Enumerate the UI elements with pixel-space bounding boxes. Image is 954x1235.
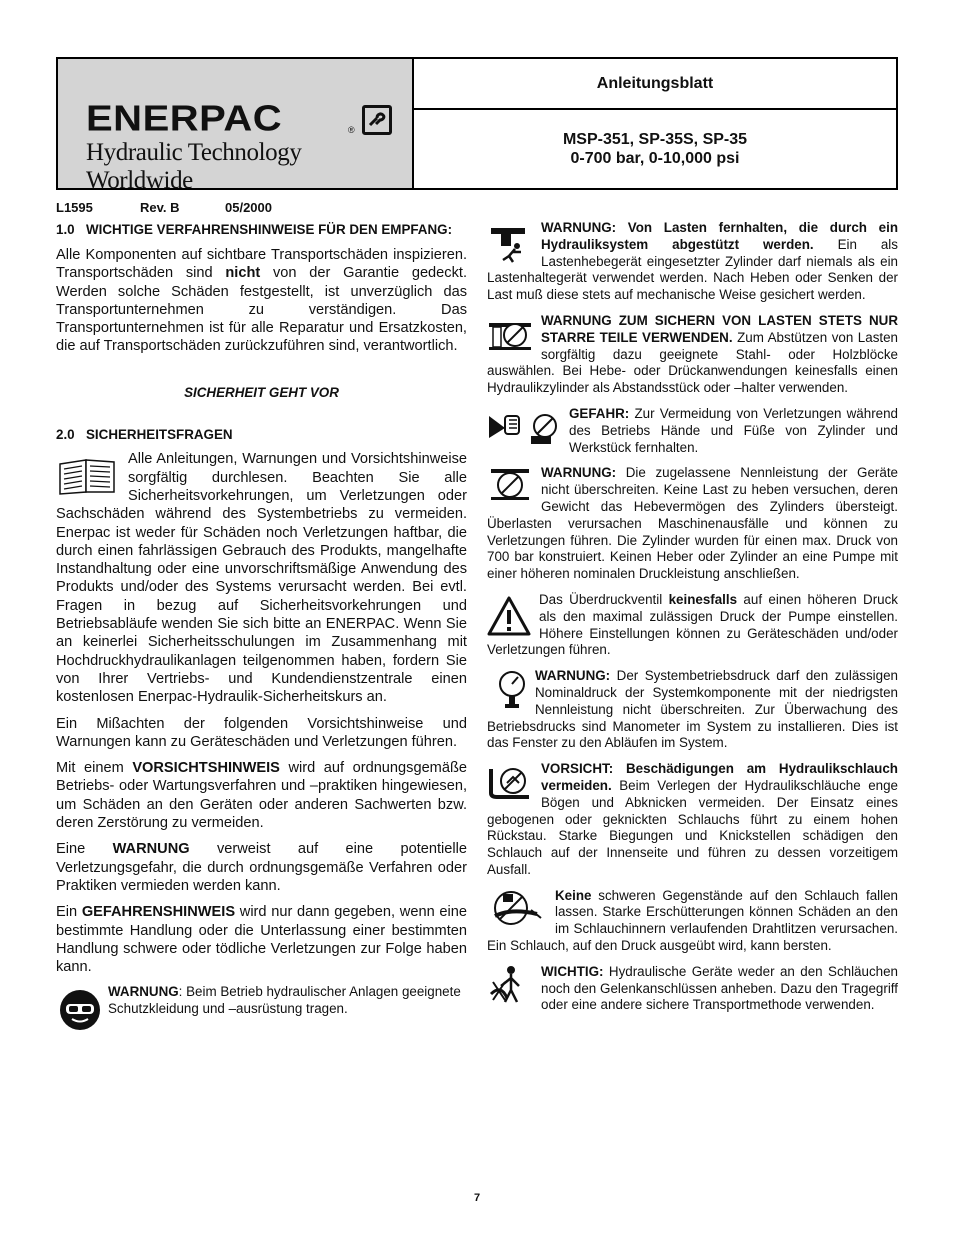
- warning-rigid-parts: WARNUNG ZUM SICHERN VON LASTEN STETS NUR STARRE TEILE VERWENDEN. Zum Abstützen von Lasten sorgfältig dazu geeignete Stahl- oder Holzblöcke auswählen. Bei Hebe- oder Drückanwendungen keinesfalls einen Hydraulikzylinder als Abstandsstück oder –halter verwenden.: [487, 312, 898, 396]
- section-2-heading: 2.0 SICHERHEITSFRAGEN: [56, 427, 233, 443]
- safety-first-heading: SICHERHEIT GEHT VOR: [184, 384, 339, 400]
- safety-goggles-icon: [58, 988, 102, 1032]
- right-column: [487, 220, 898, 1023]
- kinked-hose-icon: [487, 765, 533, 799]
- important-no-lift-by-hose: WICHTIG: Hydraulische Geräte weder an den Schläuchen noch den Gelenkanschlüssen anheben. Dazu den Tragegriff oder eine andere sichere Transportmethode verwenden.: [487, 964, 898, 1014]
- hose-impact-icon: [487, 888, 545, 928]
- enerpac-mark-icon: [362, 105, 392, 135]
- caution-hose-damage: VORSICHT: Beschädigungen am Hydraulikschlauch vermeiden. Beim Verlegen der Hydraulikschläuche enge Bögen und Abknicken vermeiden. Der Einsatz eines gebogenen oder geknickten Schlauchs führt zu einem hohen Rückstau. Starke Biegungen und Knickstellen schädigen den Schlauch auf der Innenseite und führen zu dessen vorzeitigem Ausfall.: [487, 761, 898, 877]
- brand-tagline: Hydraulic Technology Worldwide: [86, 139, 302, 194]
- doc-title: Anleitungsblatt: [414, 59, 896, 110]
- page-number: 7: [473, 1192, 481, 1204]
- overload-icon: [487, 467, 533, 501]
- doc-code: L1595: [56, 200, 93, 215]
- header-box: [56, 57, 898, 194]
- brand-logo: ENERPAC: [86, 99, 283, 139]
- falling-load-person-icon: [487, 226, 533, 264]
- pressure-gauge-icon: [497, 670, 527, 710]
- section-2-paragraph-3: Mit einem VORSICHTSHINWEIS wird auf ordnungsgemäße Betriebs- oder Wartungsverfahren und –praktiken hingewiesen, um Schäden an den Geräten oder anderen Sachwerten bzw. deren Zerstörung zu vermeiden.: [56, 760, 467, 832]
- doc-date: 05/2000: [225, 200, 272, 215]
- no-heavy-objects-on-hose: Keine schweren Gegenstände auf den Schlauch fallen lassen. Starke Erschütterungen können Schäden an den im Schlauchinnern verlaufenden Drahtlitzen verursachen. Ein Schlauch, auf den Druck ausgeübt wird, kann bersten.: [487, 887, 898, 954]
- no-lift-by-hose-icon: [487, 964, 533, 1006]
- danger-hands-feet: GEFAHR: Zur Vermeidung von Verletzungen während des Betriebs Hände und Füße von Zylinder und Werkstück fernhalten.: [487, 406, 898, 456]
- section-2-paragraph-5: Ein GEFAHRENSHINWEIS wird nur dann gegeben, wenn eine bestimmte Handlung oder die Unterlassung einer bestimmten Handlung schwere oder tödliche Verletzungen zur Folge haben kann.: [56, 904, 467, 976]
- model-info: [414, 110, 896, 188]
- logo-panel: [58, 59, 414, 194]
- warning-system-pressure: WARNUNG: Der Systembetriebsdruck darf den zulässigen Nominaldruck der Systemkomponente mit der niedrigsten Nennleistung nicht überschreiten. Zur Überwachung des Betriebsdrucks sind Manometer im System zu installieren. Dies ist das Fenster zu den Abläufen im System.: [487, 668, 898, 751]
- section-2-paragraph-1: Alle Anleitungen, Warnungen und Vorsichtshinweise sorgfältig durchlesen. Beachten Sie alle Sicherheitsvorkehrungen, um Verletzungen oder Sachschäden während des Systembetriebs zu vermeiden. Enerpac ist weder für Schäden noch Verletzungen haftbar, die durch einen fahrlässigen Gebrauch des Produkts, mangelhafte Instandhaltung oder eine unvorschriftsmäßige Anwendung des Produkts und/oder des Systems verursacht werden. Bei evtl. Fragen in bezug auf Sicherheitsvorkehrungen und Betriebsabläufe wenden Sie sich bitte an ENERPAC. Wenn Sie an keinerlei Sicherheitsschulungen im Zusammenhang mit Hochdruckhydraulikanlagen teilgenommen haben, fordern Sie von Ihrer Vertriebs- und Kundendienstzentrale einen kostenlosen Enerpac-Hydraulik-Sicherheitskurs an.: [56, 451, 467, 706]
- model-line-2: 0-700 bar, 0-10,000 psi: [570, 150, 740, 167]
- left-column: [56, 220, 467, 1032]
- section-2-paragraph-2: Ein Mißachten der folgenden Vorsichtshinweise und Warnungen kann zu Geräteschäden und Verletzungen führen.: [56, 715, 467, 750]
- registered-mark: ®: [348, 125, 355, 135]
- section-1-paragraph: Alle Komponenten auf sichtbare Transportschäden inspizieren. Transportschäden sind nicht von der Garantie gedeckt. Werden solche Schäden festgestellt, ist unverzüglich das Transportunternehmen zu verständigen. Das Transportunternehmen ist für alle Reparatur und Ersatzkosten, die auf Transportschäden zurückzuführen sind, verantwortlich.: [56, 247, 467, 355]
- section-2-paragraph-4: Eine WARNUNG verweist auf eine potentielle Verletzungsgefahr, die durch ordnungsgemäße Verfahren oder Praktiken vermieden werden kann.: [56, 841, 468, 894]
- warning-rated-capacity: WARNUNG: Die zugelassene Nennleistung der Geräte nicht überschreiten. Keine Last zu heben versuchen, deren Gewicht das Hebevermögen des Zylinders übersteigt. Überlasten verursachen Maschinenausfälle und können zu Verletzungen führen. Die Zylinder wurden für einen max. Druck von 700 bar konstruiert. Keinen Heber oder Zylinder an eine Pumpe mit einer höheren nominalen Druckleistung anschließen.: [487, 465, 898, 582]
- header-info: [414, 59, 896, 188]
- ppe-warning: WARNUNG: Beim Betrieb hydraulischer Anlagen geeignete Schutzkleidung und –ausrüstung tragen.: [56, 984, 467, 1032]
- relief-valve-note: Das Überdruckventil keinesfalls auf einen höheren Druck als den maximal zulässigen Druck der Pumpe einstellen. Höhere Einstellungen können zu Geräteschäden und/oder Verletzungen führen.: [487, 591, 898, 658]
- model-line-1: MSP-351, SP-35S, SP-35: [562, 131, 748, 148]
- rigid-support-icon: [487, 315, 533, 351]
- section-1-heading: 1.0 WICHTIGE VERFAHRENSHINWEISE FÜR DEN EMPFANG:: [56, 222, 453, 237]
- warning-load-support: WARNUNG: Von Lasten fernhalten, die durch ein Hydrauliksystem abgestützt werden. Ein als Lastenhebegerät eingesetzter Zylinder darf niemals als ein Lastenhaltegerät verwendet werden. Nach Heben oder Senken der Last muß diese stets auf mechanische Weise gesichert werden.: [487, 220, 898, 303]
- warning-triangle-icon: [487, 596, 531, 636]
- manual-book-icon: [56, 454, 118, 496]
- doc-revision: Rev. B: [140, 200, 180, 215]
- hand-crush-icon: [487, 406, 559, 446]
